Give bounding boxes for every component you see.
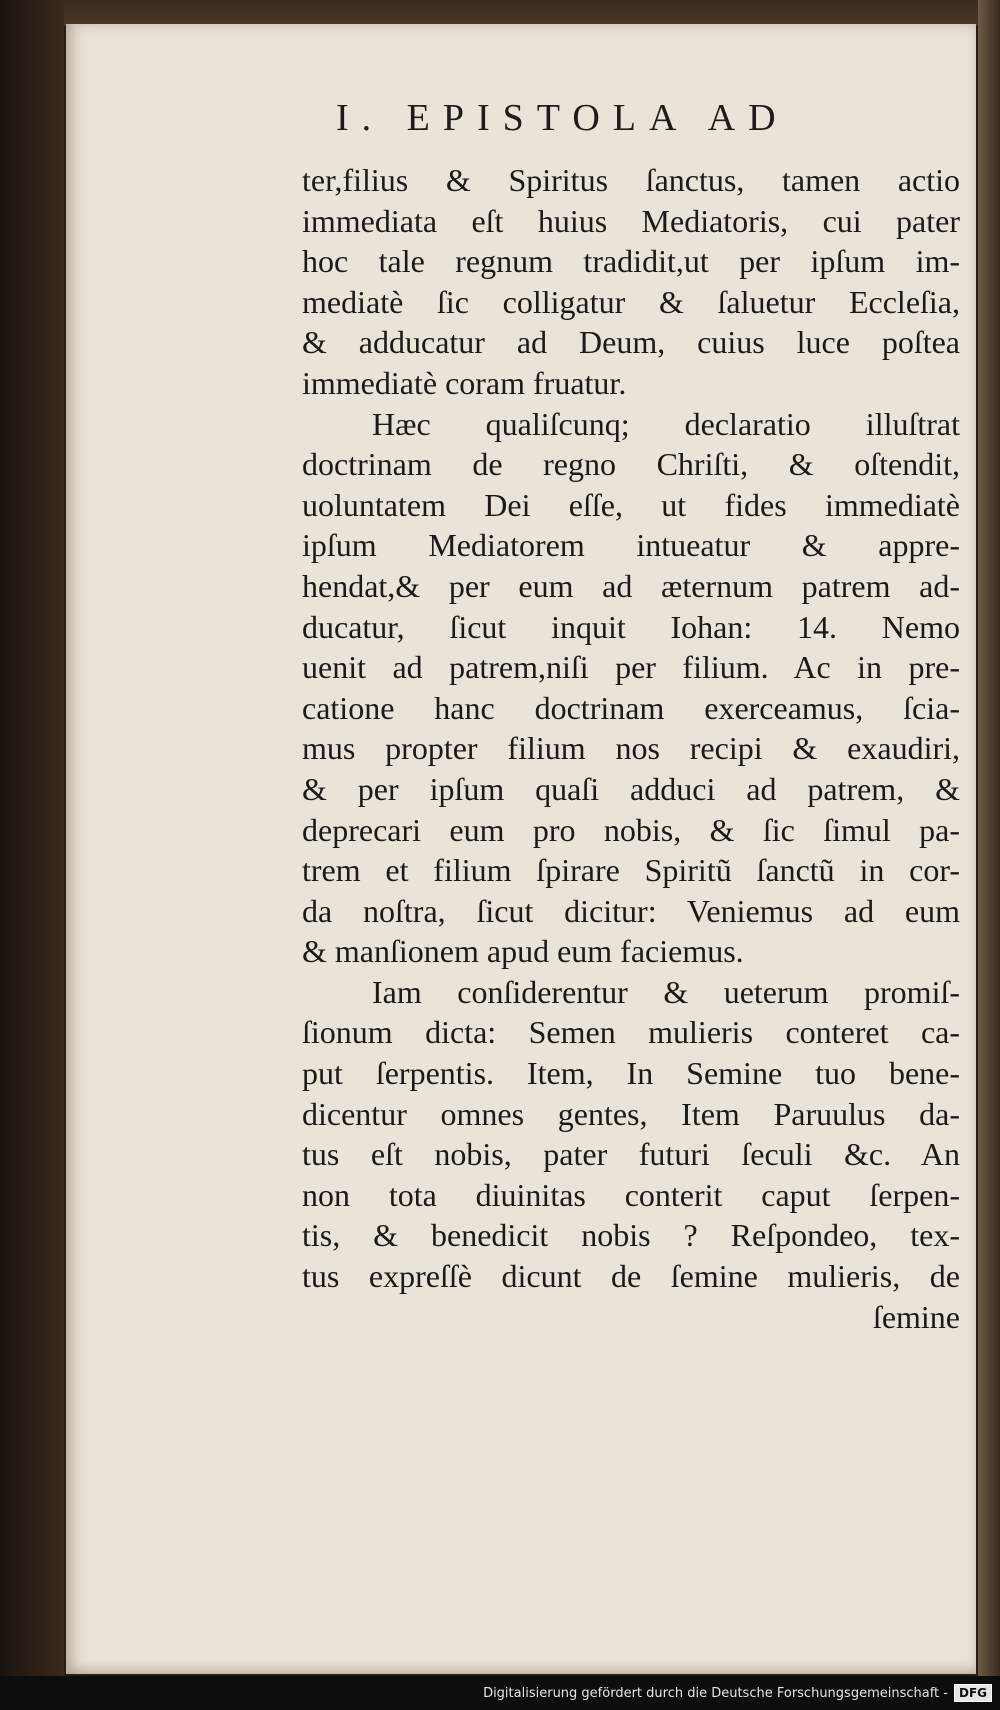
catchword: ſemine — [872, 1298, 960, 1335]
text-line: & manſionem apud eum faciemus. — [302, 933, 744, 970]
running-head: I. EPISTOLA AD — [336, 97, 789, 139]
text-line: tis, & benedicit nobis ? Reſpondeo, tex- — [302, 1217, 960, 1254]
text-line: & per ipſum quaſi adduci ad patrem, & — [302, 770, 960, 807]
text-line: tus eſt nobis, pater futuri ſeculi &c. An — [302, 1136, 960, 1173]
scan-border-top — [0, 0, 1000, 26]
text-line: ipſum Mediatorem intueatur & appre- — [302, 527, 960, 564]
text-line: hoc tale regnum tradidit,ut per ipſum im- — [302, 243, 960, 280]
text-line: ſionum dicta: Semen mulieris conteret ca- — [302, 1014, 960, 1051]
text-line: put ſerpentis. Item, In Semine tuo bene- — [302, 1055, 960, 1092]
text-line: ter,filius & Spiritus ſanctus, tamen actio — [302, 162, 960, 198]
text-line: Iam conſiderentur & ueterum promiſ- — [372, 973, 960, 1010]
text-line: mus propter filium nos recipi & exaudiri, — [302, 730, 960, 767]
scan-border-right — [978, 0, 1000, 1710]
text-line: catione hanc doctrinam exerceamus, ſcia- — [302, 689, 960, 726]
text-line: uoluntatem Dei eſſe, ut fides immediatè — [302, 486, 960, 523]
text-line: immediatè coram fruatur. — [302, 364, 627, 401]
scan-border-left — [0, 0, 64, 1710]
text-line: immediata eſt huius Mediatoris, cui pater — [302, 202, 960, 239]
digitization-credit-bar — [0, 1676, 1000, 1710]
text-line: doctrinam de regno Chriſti, & oſtendit, — [302, 446, 960, 483]
text-line: da noſtra, ſicut dicitur: Veniemus ad eum — [302, 892, 960, 929]
text-line: Hæc qualiſcunq; declaratio illuſtrat — [372, 405, 960, 442]
text-line: non tota diuinitas conterit caput ſerpen- — [302, 1176, 960, 1213]
text-line: deprecari eum pro nobis, & ſic ſimul pa- — [302, 811, 960, 848]
text-line: & adducatur ad Deum, cuius luce poſtea — [302, 324, 960, 361]
text-line: hendat,& per eum ad æternum patrem ad- — [302, 567, 960, 604]
digitization-credit: Digitalisierung gefördert durch die Deutsche Forschungsgemeinschaft - — [483, 1685, 948, 1701]
text-line: uenit ad patrem,niſi per filium. Ac in pre- — [302, 649, 960, 686]
text-line: tus expreſſè dicunt de ſemine mulieris, de — [302, 1258, 960, 1295]
dfg-logo: DFG — [954, 1684, 992, 1702]
text-line: dicentur omnes gentes, Item Paruulus da- — [302, 1095, 960, 1132]
text-line: mediatè ſic colligatur & ſaluetur Eccleſia, — [302, 283, 960, 320]
text-line: ducatur, ſicut inquit Iohan: 14. Nemo — [302, 608, 960, 645]
body-text — [302, 160, 960, 1337]
text-line: trem et filium ſpirare Spiritũ ſanctũ in cor- — [302, 852, 960, 889]
